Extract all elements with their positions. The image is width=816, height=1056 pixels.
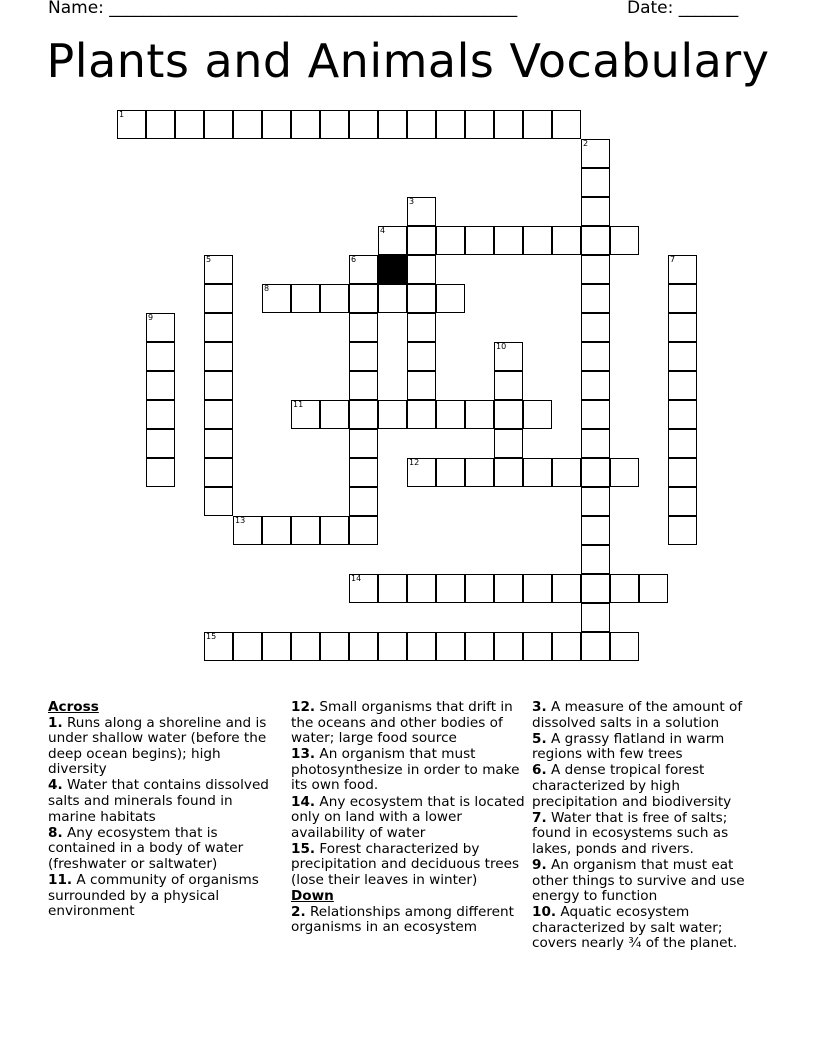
crossword-cell[interactable] xyxy=(494,400,523,429)
clue-down-2: 2. Relationships among different organisms in an ecosystem xyxy=(291,903,514,936)
crossword-cell[interactable] xyxy=(668,371,697,400)
crossword-cell[interactable] xyxy=(349,342,378,371)
crossword-cell[interactable] xyxy=(349,429,378,458)
crossword-cell[interactable] xyxy=(552,574,581,603)
crossword-cell[interactable] xyxy=(610,632,639,661)
crossword-cell[interactable] xyxy=(523,574,552,603)
crossword-cell[interactable] xyxy=(668,429,697,458)
crossword-cell[interactable] xyxy=(552,226,581,255)
crossword-cell[interactable] xyxy=(581,342,610,371)
clue-down-10: 10. Aquatic ecosystem characterized by salt water; covers nearly ¾ of the planet. xyxy=(532,904,738,952)
crossword-cell[interactable] xyxy=(349,632,378,661)
crossword-cell[interactable] xyxy=(146,458,175,487)
crossword-cell[interactable] xyxy=(581,429,610,458)
clue-across-14: 14. Any ecosystem that is located only on land with a lower availability of water xyxy=(291,793,525,841)
crossword-cell[interactable] xyxy=(349,516,378,545)
crossword-cell[interactable] xyxy=(494,342,523,371)
crossword-cell[interactable] xyxy=(436,110,465,139)
crossword-cell[interactable] xyxy=(291,110,320,139)
clue-down-5: 5. A grassy flatland in warm regions with few trees xyxy=(532,730,725,763)
across-heading: Across xyxy=(48,699,99,715)
crossword-cell[interactable] xyxy=(581,313,610,342)
cell-number-label: 14 xyxy=(351,574,362,583)
crossword-cell[interactable] xyxy=(378,226,407,255)
crossword-cell[interactable] xyxy=(407,574,436,603)
crossword-cell[interactable] xyxy=(436,226,465,255)
crossword-cell[interactable] xyxy=(581,400,610,429)
crossword-cell[interactable] xyxy=(320,400,349,429)
crossword-cell[interactable] xyxy=(407,197,436,226)
crossword-cell[interactable] xyxy=(581,545,610,574)
cell-number-label: 13 xyxy=(235,516,246,525)
crossword-cell[interactable] xyxy=(494,110,523,139)
crossword-cell[interactable] xyxy=(204,342,233,371)
crossword-cell[interactable] xyxy=(349,284,378,313)
crossword-cell[interactable] xyxy=(146,342,175,371)
crossword-cell[interactable] xyxy=(204,487,233,516)
crossword-cell[interactable] xyxy=(349,255,378,284)
cell-number-label: 15 xyxy=(206,632,217,641)
crossword-cell[interactable] xyxy=(523,400,552,429)
crossword-cell[interactable] xyxy=(262,284,291,313)
crossword-cell[interactable] xyxy=(494,574,523,603)
crossword-cell[interactable] xyxy=(204,313,233,342)
crossword-cell[interactable] xyxy=(494,226,523,255)
clue-across-12: 12. Small organisms that drift in the oceans and other bodies of water; large food source xyxy=(291,699,513,747)
crossword-cell[interactable] xyxy=(581,516,610,545)
crossword-cell[interactable] xyxy=(146,400,175,429)
cell-number-label: 6 xyxy=(351,255,357,264)
crossword-cell[interactable] xyxy=(320,632,349,661)
crossword-cell[interactable] xyxy=(407,632,436,661)
crossword-cell[interactable] xyxy=(407,342,436,371)
crossword-cell[interactable] xyxy=(668,487,697,516)
crossword-cell[interactable] xyxy=(581,603,610,632)
crossword-cell[interactable] xyxy=(320,110,349,139)
crossword-cell[interactable] xyxy=(581,168,610,197)
crossword-cell[interactable] xyxy=(117,110,146,139)
crossword-cell[interactable] xyxy=(581,197,610,226)
crossword-cell[interactable] xyxy=(146,371,175,400)
crossword-cell[interactable] xyxy=(436,458,465,487)
crossword-cell[interactable] xyxy=(465,226,494,255)
crossword-cell[interactable] xyxy=(378,632,407,661)
crossword-cell[interactable] xyxy=(581,371,610,400)
crossword-cell[interactable] xyxy=(494,371,523,400)
crossword-cell[interactable] xyxy=(407,313,436,342)
crossword-cell[interactable] xyxy=(494,632,523,661)
crossword-cell[interactable] xyxy=(668,255,697,284)
crossword-cell[interactable] xyxy=(349,313,378,342)
cell-number-label: 3 xyxy=(409,197,415,206)
crossword-cell[interactable] xyxy=(291,284,320,313)
crossword-cell[interactable] xyxy=(465,632,494,661)
crossword-cell[interactable] xyxy=(349,487,378,516)
clue-down-9: 9. An organism that must eat other things to survive and use energy to function xyxy=(532,856,745,905)
crossword-cell[interactable] xyxy=(233,516,262,545)
crossword-cell[interactable] xyxy=(581,458,610,487)
clue-down-6: 6. A dense tropical forest characterized by high precipitation and biodiversity xyxy=(532,762,732,810)
crossword-cell[interactable] xyxy=(262,516,291,545)
clue-across-4: 4. Water that contains dissolved salts and minerals found in marine habitats xyxy=(48,777,269,825)
crossword-cell[interactable] xyxy=(233,632,262,661)
cell-number-label: 1 xyxy=(119,110,125,119)
cell-number-label: 2 xyxy=(583,139,589,148)
crossword-cell[interactable] xyxy=(407,371,436,400)
crossword-cell[interactable] xyxy=(436,284,465,313)
crossword-cell[interactable] xyxy=(320,516,349,545)
crossword-cell[interactable] xyxy=(523,226,552,255)
crossword-cell[interactable] xyxy=(581,139,610,168)
crossword-cell[interactable] xyxy=(668,284,697,313)
crossword-cell[interactable] xyxy=(436,574,465,603)
down-heading: Down xyxy=(291,888,334,905)
clue-across-8: 8. Any ecosystem that is contained in a body of water (freshwater or saltwater) xyxy=(48,824,244,872)
crossword-cell[interactable] xyxy=(581,632,610,661)
crossword-cell[interactable] xyxy=(349,371,378,400)
clue-across-1: 1. Runs along a shoreline and is under shallow water (before the deep ocean begins); high diversity xyxy=(48,714,267,778)
cell-number-label: 10 xyxy=(496,342,507,351)
crossword-cell[interactable] xyxy=(146,313,175,342)
crossword-cell[interactable] xyxy=(552,110,581,139)
crossword-cell[interactable] xyxy=(233,110,262,139)
crossword-cell[interactable] xyxy=(581,574,610,603)
cell-number-label: 7 xyxy=(670,255,676,264)
crossword-cell[interactable] xyxy=(668,313,697,342)
crossword-cell[interactable] xyxy=(465,458,494,487)
clue-across-11: 11. A community of organisms surrounded by a physical environment xyxy=(48,872,259,920)
crossword-cell[interactable] xyxy=(378,284,407,313)
clue-down-3: 3. A measure of the amount of dissolved salts in a solution xyxy=(532,699,743,731)
crossword-cell[interactable] xyxy=(407,110,436,139)
crossword-cell[interactable] xyxy=(668,458,697,487)
crossword-cell[interactable] xyxy=(610,458,639,487)
crossword-cell[interactable] xyxy=(204,284,233,313)
crossword-cell[interactable] xyxy=(349,458,378,487)
clue-across-13: 13. An organism that must photosynthesize in order to make its own food. xyxy=(291,746,520,794)
crossword-cell[interactable] xyxy=(639,574,668,603)
crossword-cell[interactable] xyxy=(320,284,349,313)
clue-column-3 xyxy=(532,700,764,953)
crossword-cell[interactable] xyxy=(465,574,494,603)
cell-number-label: 11 xyxy=(293,400,304,409)
crossword-cell[interactable] xyxy=(204,110,233,139)
crossword-cell[interactable] xyxy=(146,429,175,458)
cell-number-label: 12 xyxy=(409,458,420,467)
crossword-cell[interactable] xyxy=(668,516,697,545)
crossword-cell[interactable] xyxy=(523,110,552,139)
crossword-cell[interactable] xyxy=(262,632,291,661)
date-field-label: Date: _______ xyxy=(627,0,739,18)
clue-column-1 xyxy=(48,700,278,920)
crossword-cell[interactable] xyxy=(291,400,320,429)
clue-down-7: 7. Water that is free of salts; found in ecosystems such as lakes, ponds and rivers. xyxy=(532,809,729,857)
crossword-cell[interactable] xyxy=(204,255,233,284)
crossword-cell[interactable] xyxy=(581,487,610,516)
crossword-cell[interactable] xyxy=(175,110,204,139)
page-title: Plants and Animals Vocabulary xyxy=(46,34,770,88)
crossword-cell[interactable] xyxy=(436,632,465,661)
crossword-cell[interactable] xyxy=(523,458,552,487)
crossword-cell[interactable] xyxy=(668,400,697,429)
cell-number-label: 8 xyxy=(264,284,270,293)
crossword-cell[interactable] xyxy=(407,255,436,284)
clue-across-15: 15. Forest characterized by precipitation and deciduous trees (lose their leaves in winter) xyxy=(291,840,520,889)
name-field-label: Name: ________________________________________________ xyxy=(48,0,518,18)
crossword-cell[interactable] xyxy=(523,632,552,661)
crossword-cell[interactable] xyxy=(204,429,233,458)
crossword-cell[interactable] xyxy=(378,574,407,603)
crossword-cell[interactable] xyxy=(407,400,436,429)
crossword-cell[interactable] xyxy=(291,516,320,545)
crossword-cell-black xyxy=(378,255,407,284)
clue-column-2 xyxy=(291,700,527,936)
crossword-cell[interactable] xyxy=(349,400,378,429)
cell-number-label: 4 xyxy=(380,226,386,235)
crossword-cell[interactable] xyxy=(378,110,407,139)
crossword-cell[interactable] xyxy=(204,632,233,661)
crossword-cell[interactable] xyxy=(349,110,378,139)
crossword-cell[interactable] xyxy=(204,400,233,429)
crossword-cell[interactable] xyxy=(407,458,436,487)
crossword-cell[interactable] xyxy=(436,400,465,429)
cell-number-label: 9 xyxy=(148,313,154,322)
crossword-cell[interactable] xyxy=(581,226,610,255)
crossword-cell[interactable] xyxy=(204,458,233,487)
crossword-cell[interactable] xyxy=(262,110,291,139)
crossword-cell[interactable] xyxy=(465,400,494,429)
crossword-cell[interactable] xyxy=(378,400,407,429)
crossword-cell[interactable] xyxy=(146,110,175,139)
crossword-cell[interactable] xyxy=(552,632,581,661)
crossword-cell[interactable] xyxy=(610,574,639,603)
crossword-cell[interactable] xyxy=(291,632,320,661)
crossword-cell[interactable] xyxy=(552,458,581,487)
cell-number-label: 5 xyxy=(206,255,212,264)
crossword-cell[interactable] xyxy=(668,342,697,371)
crossword-cell[interactable] xyxy=(407,226,436,255)
crossword-cell[interactable] xyxy=(465,110,494,139)
crossword-cell[interactable] xyxy=(204,371,233,400)
crossword-cell[interactable] xyxy=(349,574,378,603)
crossword-cell[interactable] xyxy=(610,226,639,255)
crossword-cell[interactable] xyxy=(581,284,610,313)
crossword-cell[interactable] xyxy=(494,458,523,487)
crossword-cell[interactable] xyxy=(581,255,610,284)
crossword-cell[interactable] xyxy=(494,429,523,458)
crossword-cell[interactable] xyxy=(407,284,436,313)
